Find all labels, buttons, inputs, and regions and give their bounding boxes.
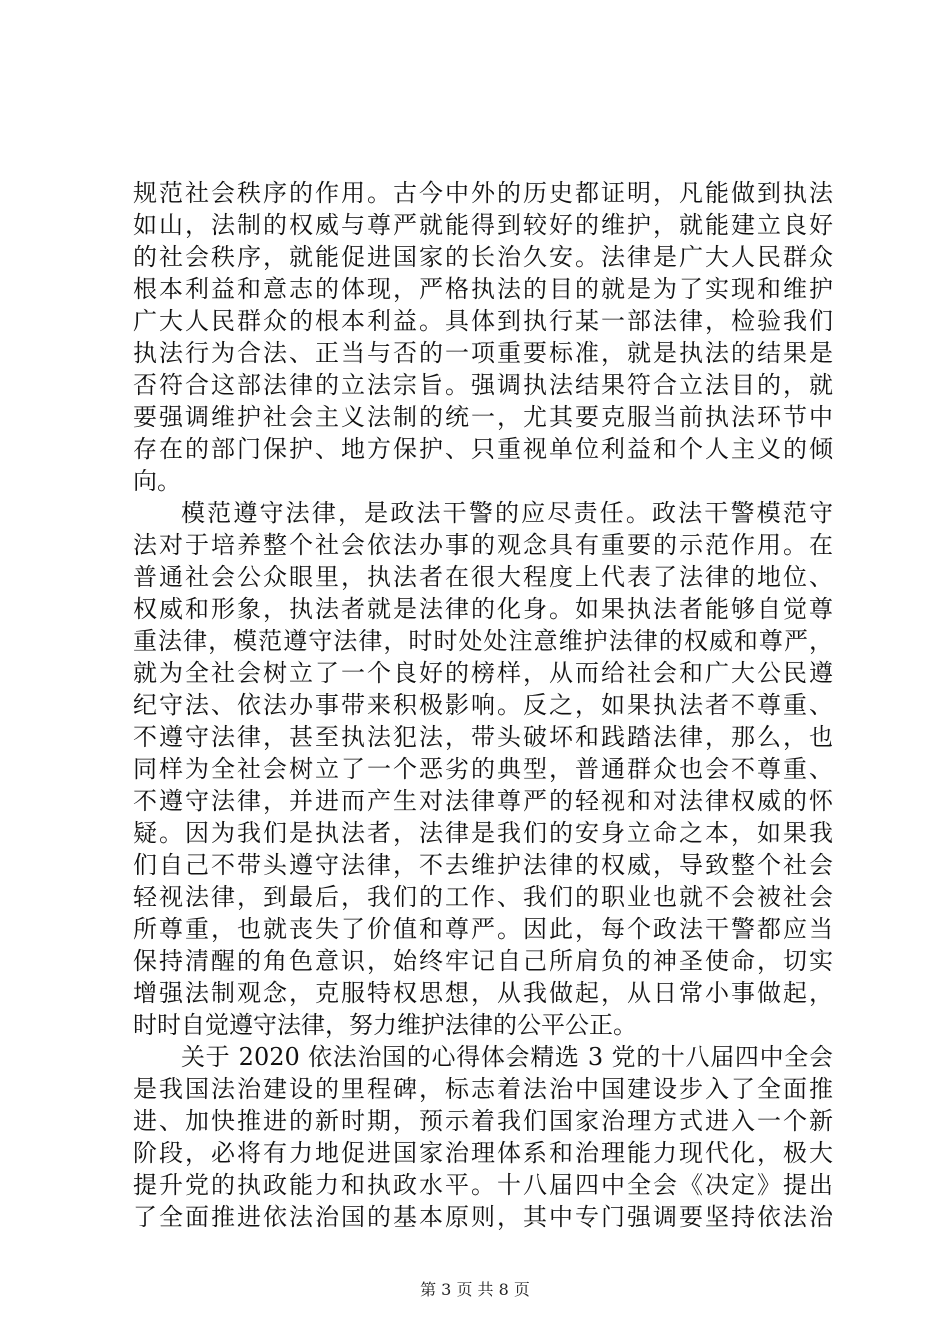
text-line: 存在的部门保护、地方保护、只重视单位利益和个人主义的倾	[133, 435, 833, 463]
text-line: 否符合这部法律的立法宗旨。强调执法结果符合立法目的，就	[133, 371, 833, 399]
text-line: 所尊重，也就丧失了价值和尊严。因此，每个政法干警都应当	[133, 915, 833, 943]
document-body	[133, 177, 833, 1233]
text-line: 要强调维护社会主义法制的统一，尤其要克服当前执法环节中	[133, 403, 833, 431]
text-line: 权威和形象，执法者就是法律的化身。如果执法者能够自觉尊	[133, 595, 833, 623]
text-line: 普通社会公众眼里，执法者在很大程度上代表了法律的地位、	[133, 563, 833, 591]
text-line: 提升党的执政能力和执政水平。十八届四中全会《决定》提出	[133, 1171, 833, 1199]
text-line: 就为全社会树立了一个良好的榜样，从而给社会和广大公民遵	[133, 659, 833, 687]
text-line: 向。	[133, 467, 181, 495]
text-line: 保持清醒的角色意识，始终牢记自己所肩负的神圣使命，切实	[133, 947, 833, 975]
text-line: 们自己不带头遵守法律，不去维护法律的权威，导致整个社会	[133, 851, 833, 879]
text-line: 规范社会秩序的作用。古今中外的历史都证明，凡能做到执法	[133, 179, 833, 207]
text-line: 轻视法律，到最后，我们的工作、我们的职业也就不会被社会	[133, 883, 833, 911]
text-line: 疑。因为我们是执法者，法律是我们的安身立命之本，如果我	[133, 819, 833, 847]
text-line: 重法律，模范遵守法律，时时处处注意维护法律的权威和尊严，	[133, 627, 833, 655]
text-line: 不遵守法律，甚至执法犯法，带头破坏和践踏法律，那么，也	[133, 723, 833, 751]
text-line: 广大人民群众的根本利益。具体到执行某一部法律，检验我们	[133, 307, 833, 335]
text-line: 是我国法治建设的里程碑，标志着法治中国建设步入了全面推	[133, 1075, 833, 1103]
text-line: 不遵守法律，并进而产生对法律尊严的轻视和对法律权威的怀	[133, 787, 833, 815]
text-line: 执法行为合法、正当与否的一项重要标准，就是执法的结果是	[133, 339, 833, 367]
text-line: 进、加快推进的新时期，预示着我们国家治理方式进入一个新	[133, 1107, 833, 1135]
text-line: 根本利益和意志的体现，严格执法的目的就是为了实现和维护	[133, 275, 833, 303]
text-line: 了全面推进依法治国的基本原则，其中专门强调要坚持依法治	[133, 1203, 833, 1231]
text-line: 纪守法、依法办事带来积极影响。反之，如果执法者不尊重、	[133, 691, 833, 719]
text-line: 增强法制观念，克服特权思想，从我做起，从日常小事做起，	[133, 979, 833, 1007]
text-line: 时时自觉遵守法律，努力维护法律的公平公正。	[133, 1011, 637, 1039]
text-line: 法对于培养整个社会依法办事的观念具有重要的示范作用。在	[133, 531, 833, 559]
text-line: 阶段，必将有力地促进国家治理体系和治理能力现代化，极大	[133, 1139, 833, 1167]
page-number-footer: 第 3 页 共 8 页	[420, 1280, 530, 1299]
text-line: 的社会秩序，就能促进国家的长治久安。法律是广大人民群众	[133, 243, 833, 271]
text-line: 如山，法制的权威与尊严就能得到较好的维护，就能建立良好	[133, 211, 833, 239]
paragraph-first-line: 关于 2020 依法治国的心得体会精选 3 党的十八届四中全会	[181, 1043, 833, 1071]
text-line: 同样为全社会树立了一个恶劣的典型，普通群众也会不尊重、	[133, 755, 833, 783]
paragraph-first-line: 模范遵守法律，是政法干警的应尽责任。政法干警模范守	[181, 499, 833, 527]
